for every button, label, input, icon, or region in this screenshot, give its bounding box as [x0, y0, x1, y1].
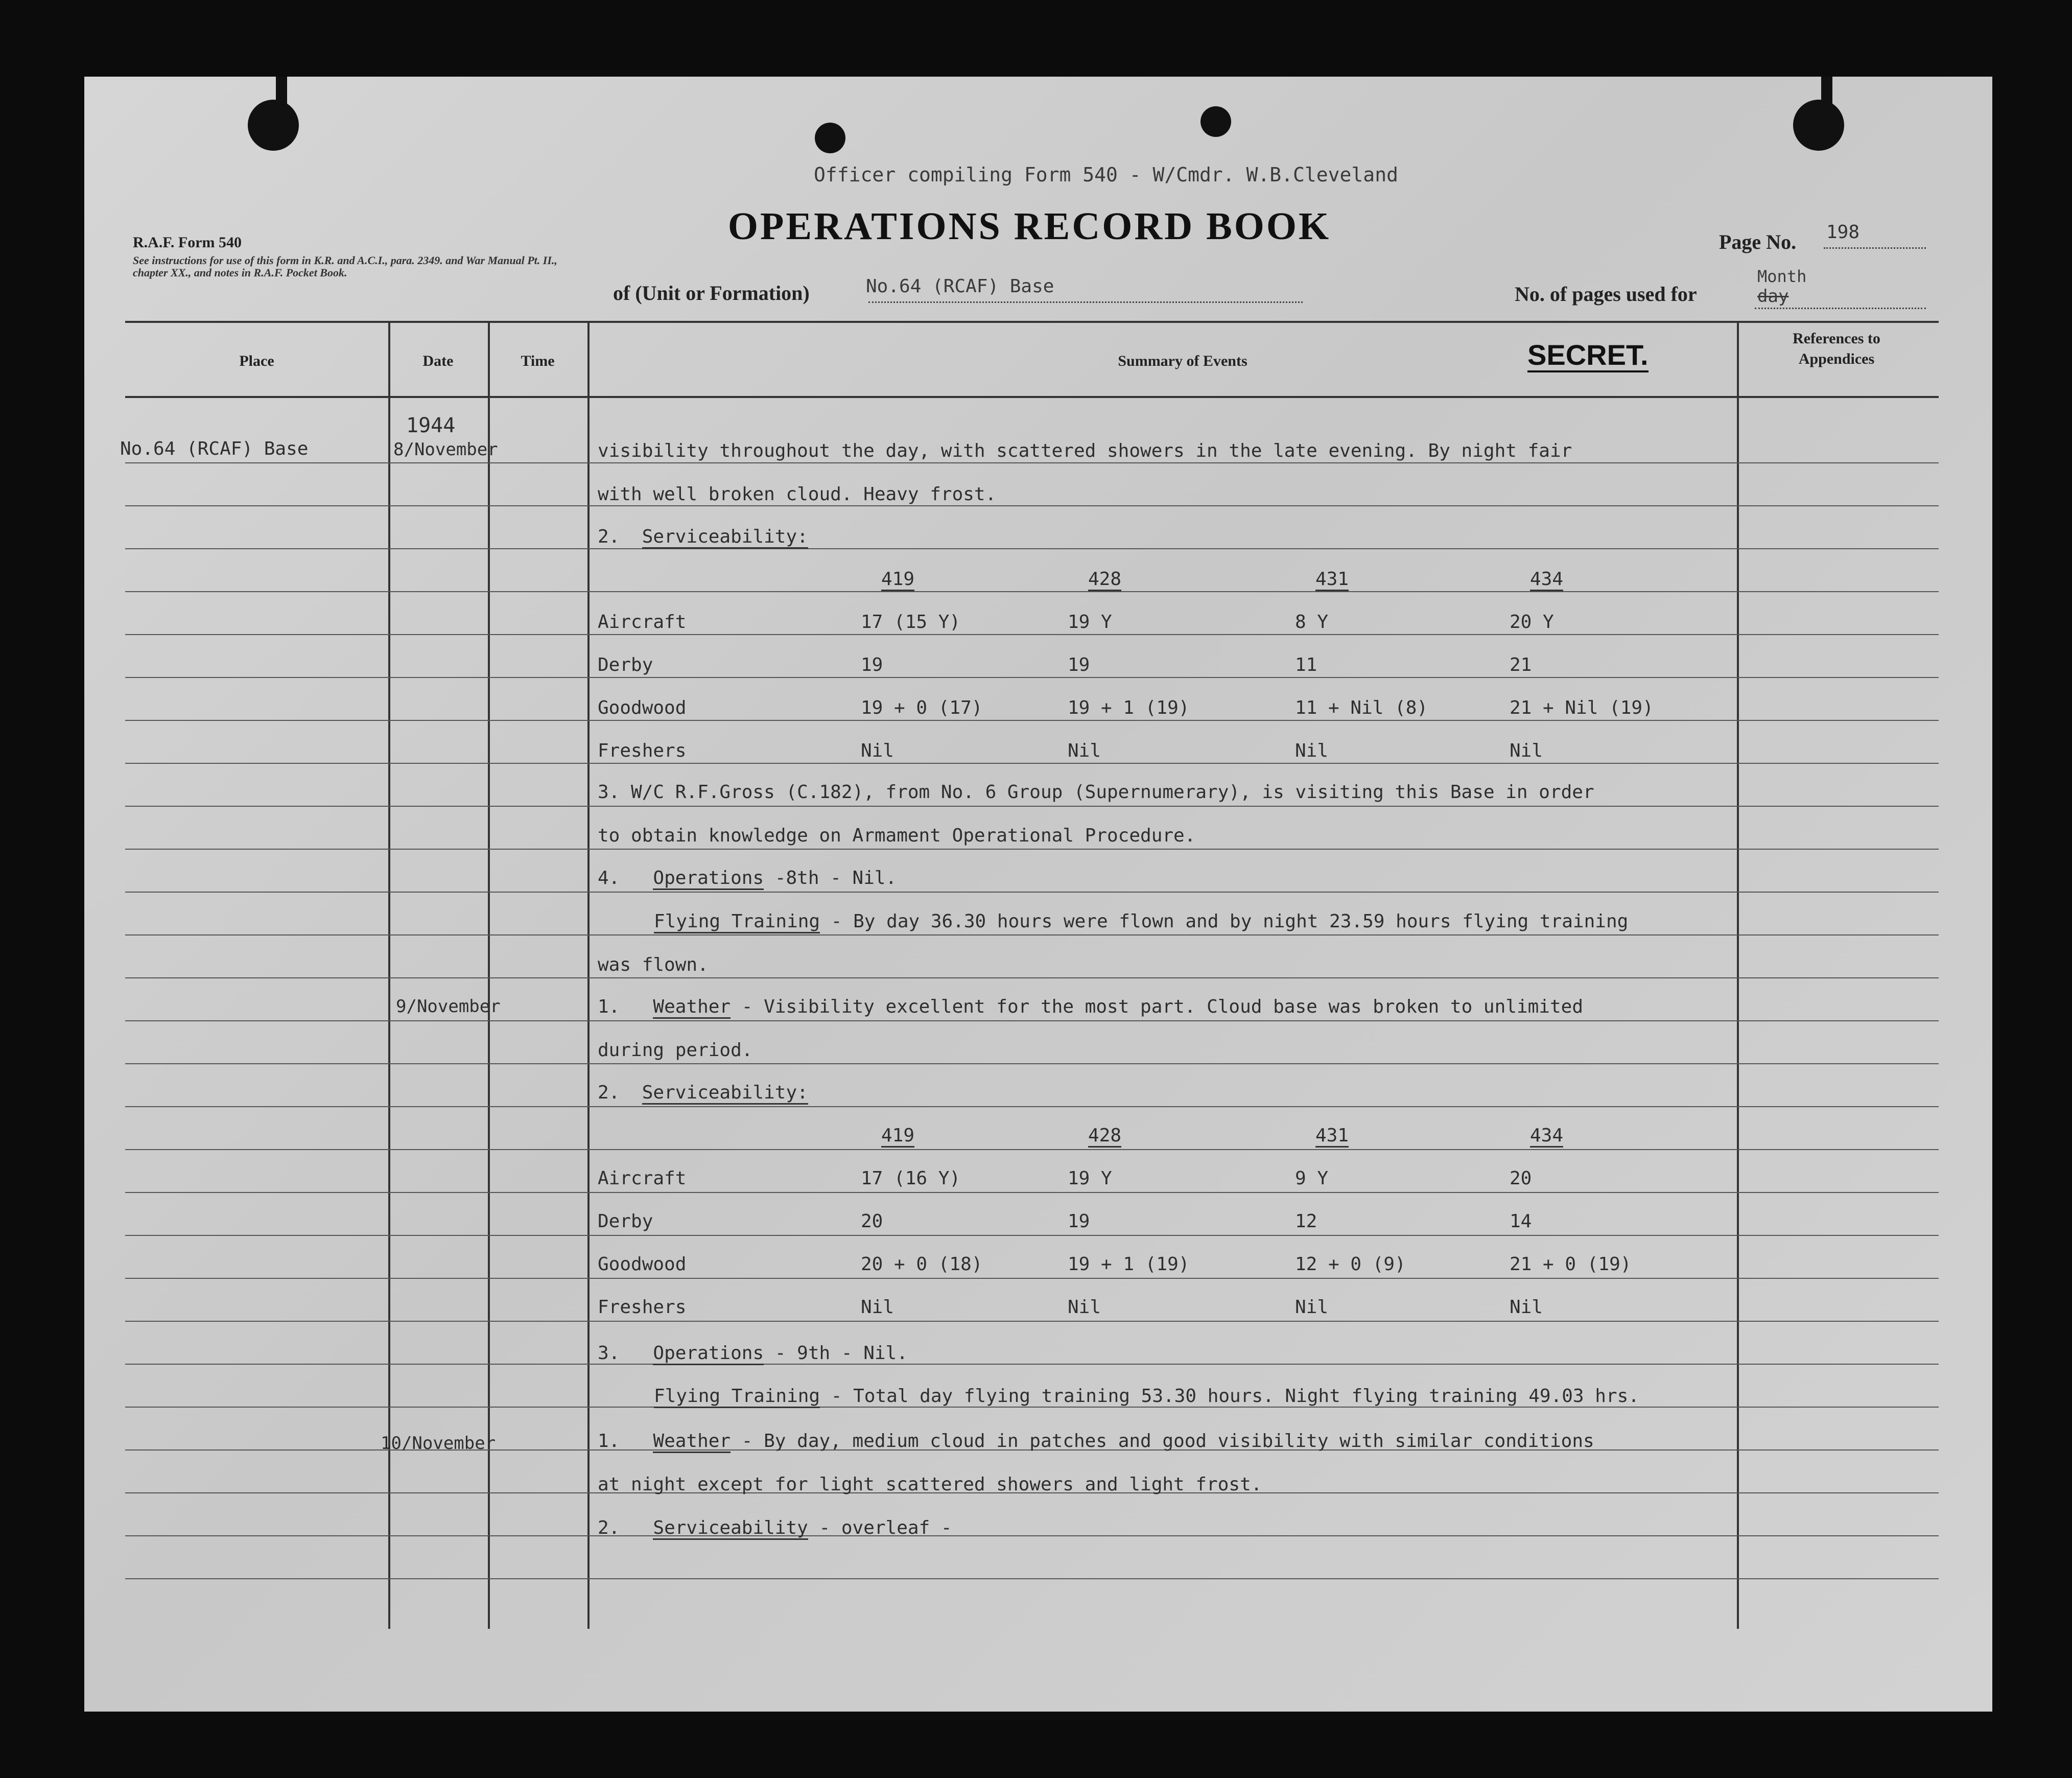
day8-weather-line1: visibility throughout the day, with scattered showers in the late evening. By night fair — [598, 440, 1572, 461]
day9-squadron-1: 419 — [881, 1125, 914, 1148]
day9-cell: 20 — [861, 1211, 883, 1232]
day8-row-label: Derby — [598, 654, 653, 675]
day8-cell: 11 + Nil (8) — [1295, 697, 1428, 718]
day9-weather-cont: during period. — [598, 1040, 753, 1061]
day8-cell: 8 Y — [1295, 612, 1329, 633]
ruled-line — [125, 462, 1939, 463]
day10-weather — [598, 1431, 1594, 1452]
day9-squadron-4: 434 — [1530, 1125, 1563, 1148]
month-entry: day — [1757, 286, 1789, 307]
punch-hole-center-left — [815, 123, 845, 153]
ruled-line — [125, 1407, 1939, 1408]
ruled-line — [125, 1578, 1939, 1579]
day9-row-label: Freshers — [598, 1297, 687, 1318]
ruled-line — [125, 934, 1939, 935]
unit-value: No.64 (RCAF) Base — [866, 276, 1054, 297]
day9-cell: 21 + 0 (19) — [1510, 1254, 1632, 1275]
col-header-summary: Summary of Events — [1118, 353, 1247, 369]
day8-row-label: Aircraft — [598, 612, 687, 633]
day8-cell: 19 — [1068, 654, 1090, 675]
unit-dotted-line — [868, 301, 1303, 303]
day9-weather-label: Weather — [653, 996, 731, 1019]
day9-serviceability-heading — [598, 1082, 808, 1103]
secret-stamp: SECRET. — [1527, 340, 1649, 372]
day8-flying-training-text: - By day 36.30 hours were flown and by night 23.59 hours flying training — [820, 911, 1629, 932]
ruled-line — [125, 1149, 1939, 1150]
form-id: R.A.F. Form 540 — [133, 234, 242, 251]
day9-cell: 20 + 0 (18) — [861, 1254, 983, 1275]
day10-weather-number: 1. — [598, 1431, 620, 1452]
month-value — [1757, 267, 1806, 307]
year-entry: 1944 — [406, 414, 456, 437]
ruled-line — [125, 1278, 1939, 1279]
day9-weather-text: - Visibility excellent for the most part. Cloud base was broken to unlimited — [731, 996, 1583, 1017]
day8-squadron-1: 419 — [881, 569, 914, 591]
day8-cell: Nil — [1068, 740, 1101, 761]
day8-serviceability-heading — [598, 526, 808, 547]
col-header-place: Place — [239, 353, 274, 369]
ruled-line — [125, 977, 1939, 978]
ruled-line — [125, 634, 1939, 635]
place-entry: No.64 (RCAF) Base — [120, 438, 309, 459]
day8-weather-line2: with well broken cloud. Heavy frost. — [598, 484, 997, 505]
ruled-line — [125, 505, 1939, 506]
day9-cell: Nil — [1510, 1297, 1543, 1318]
day9-cell: 19 + 1 (19) — [1068, 1254, 1190, 1275]
col-header-date: Date — [422, 353, 454, 369]
day9-weather-number: 1. — [598, 996, 620, 1017]
pages-used-label: No. of pages used for — [1515, 283, 1697, 306]
day8-cell: 19 Y — [1068, 612, 1112, 633]
day9-cell: Nil — [1295, 1297, 1329, 1318]
day10-serviceability-text: - overleaf - — [808, 1517, 952, 1538]
day8-serviceability-label: Serviceability: — [642, 526, 808, 549]
day8-cell: Nil — [861, 740, 894, 761]
day8-operations — [598, 868, 897, 888]
ruled-line — [125, 591, 1939, 592]
day10-weather-text: - By day, medium cloud in patches and good visibility with similar conditions — [731, 1431, 1594, 1452]
day8-operations-text: -8th - Nil. — [764, 868, 897, 888]
day9-operations — [598, 1343, 908, 1364]
day8-operations-number: 4. — [598, 868, 620, 888]
ruled-line — [125, 1321, 1939, 1322]
day8-cell: 11 — [1295, 654, 1317, 675]
day9-cell: 19 — [1068, 1211, 1090, 1232]
day8-squadron-3: 431 — [1315, 569, 1349, 591]
month-dotted-line — [1755, 308, 1926, 309]
day8-flying-training-cont: was flown. — [598, 954, 709, 975]
ruled-line — [125, 720, 1939, 721]
day8-row-label: Freshers — [598, 740, 687, 761]
page-number: 198 — [1826, 222, 1860, 243]
day9-weather — [598, 996, 1583, 1017]
day8-squadron-4: 434 — [1530, 569, 1563, 591]
day8-operations-label: Operations — [653, 868, 764, 890]
page-label: Page No. — [1719, 230, 1797, 253]
day9-operations-number: 3. — [598, 1343, 620, 1364]
ruled-line — [125, 548, 1939, 549]
ruled-line — [125, 806, 1939, 807]
officer-compiling: Officer compiling Form 540 - W/Cmdr. W.B.Cleveland — [814, 163, 1398, 186]
ruled-line — [125, 1235, 1939, 1236]
punch-hole-right — [1793, 100, 1844, 151]
ruled-line — [125, 763, 1939, 764]
day8-cell: 19 — [861, 654, 883, 675]
col-header-references: References to Appendices — [1793, 330, 1880, 367]
col-divider-refs — [1737, 321, 1739, 1629]
month-label: Month — [1757, 267, 1807, 286]
day10-weather-cont: at night except for light scattered showers and light frost. — [598, 1474, 1262, 1495]
day9-row-label: Aircraft — [598, 1168, 687, 1189]
ruled-line — [125, 677, 1939, 678]
ruled-line — [125, 892, 1939, 893]
day9-row-label: Goodwood — [598, 1254, 687, 1275]
day9-squadron-3: 431 — [1315, 1125, 1349, 1148]
day10-weather-label: Weather — [653, 1431, 731, 1453]
day9-operations-label: Operations — [653, 1343, 764, 1365]
day8-cell: 20 Y — [1510, 612, 1554, 633]
date-entry-10: 10/November — [381, 1433, 496, 1454]
col-divider-place — [388, 321, 390, 1629]
day9-cell: Nil — [1068, 1297, 1101, 1318]
punch-hole-center-right — [1200, 106, 1231, 137]
day9-row-label: Derby — [598, 1211, 653, 1232]
day9-serviceability-number: 2. — [598, 1082, 620, 1103]
day8-cell: 17 (15 Y) — [861, 612, 961, 633]
ruled-line — [125, 1020, 1939, 1021]
ruled-line — [125, 1192, 1939, 1193]
day9-cell: 14 — [1510, 1211, 1532, 1232]
ruled-line — [125, 1063, 1939, 1064]
day8-cell: Nil — [1295, 740, 1329, 761]
day9-squadron-2: 428 — [1088, 1125, 1121, 1148]
day8-row-label: Goodwood — [598, 697, 687, 718]
date-entry-9: 9/November — [396, 996, 501, 1017]
ruled-line — [125, 1535, 1939, 1536]
day8-cell: 19 + 0 (17) — [861, 697, 983, 718]
form-instructions: See instructions for use of this form in K.R. and A.C.I., para. 2349. and War Manual Pt. II., chapter XX., and notes in R.A.F. Pocket Book. — [133, 254, 557, 279]
day10-serviceability — [598, 1517, 952, 1538]
ruled-line — [125, 1106, 1939, 1107]
day8-cell: 21 + Nil (19) — [1510, 697, 1654, 718]
date-entry-8: 8/November — [393, 439, 498, 460]
ruled-line — [125, 849, 1939, 850]
page-dotted-line — [1824, 247, 1926, 249]
day9-serviceability-label: Serviceability: — [642, 1082, 808, 1105]
day9-cell: 20 — [1510, 1168, 1532, 1189]
unit-label: of (Unit or Formation) — [613, 282, 810, 305]
day8-flying-training — [654, 911, 1628, 932]
col-divider-date — [488, 321, 490, 1629]
record-sheet — [84, 77, 1992, 1712]
day8-squadron-2: 428 — [1088, 569, 1121, 591]
day10-serviceability-number: 2. — [598, 1517, 620, 1538]
day9-cell: Nil — [861, 1297, 894, 1318]
day9-cell: 19 Y — [1068, 1168, 1112, 1189]
table-header-rule — [125, 396, 1939, 398]
day9-flying-training — [654, 1386, 1639, 1407]
punch-hole-left — [248, 100, 299, 151]
col-header-time: Time — [521, 353, 555, 369]
day9-flying-training-label: Flying Training — [654, 1386, 820, 1408]
day9-cell: 12 — [1295, 1211, 1317, 1232]
day10-serviceability-label: Serviceability — [653, 1517, 808, 1540]
col-divider-time — [587, 321, 590, 1629]
day9-cell: 17 (16 Y) — [861, 1168, 961, 1189]
day8-cell: Nil — [1510, 740, 1543, 761]
day8-item3-line2: to obtain knowledge on Armament Operational Procedure. — [598, 825, 1196, 846]
day9-flying-training-text: - Total day flying training 53.30 hours. Night flying training 49.03 hrs. — [820, 1386, 1639, 1407]
day8-serviceability-number: 2. — [598, 526, 620, 547]
document-title: OPERATIONS RECORD BOOK — [727, 205, 1331, 248]
day8-cell: 21 — [1510, 654, 1532, 675]
day9-operations-text: - 9th - Nil. — [764, 1343, 908, 1364]
table-top-rule — [125, 321, 1939, 323]
ruled-line — [125, 1364, 1939, 1365]
day8-flying-training-label: Flying Training — [654, 911, 820, 933]
day9-cell: 12 + 0 (9) — [1295, 1254, 1406, 1275]
day8-cell: 19 + 1 (19) — [1068, 697, 1190, 718]
day8-item3-line1: 3. W/C R.F.Gross (C.182), from No. 6 Group (Supernumerary), is visiting this Base in order — [598, 782, 1594, 803]
day9-cell: 9 Y — [1295, 1168, 1329, 1189]
